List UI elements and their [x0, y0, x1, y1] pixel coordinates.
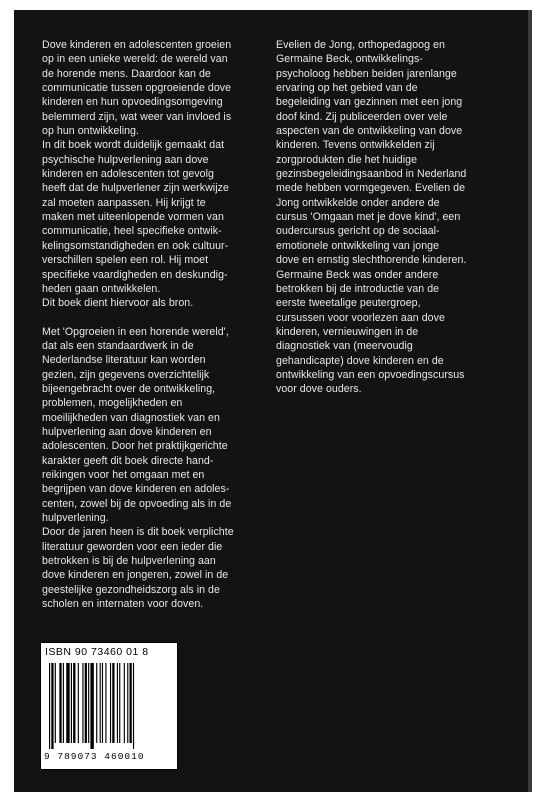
back-cover	[14, 10, 532, 792]
right-column	[276, 38, 512, 397]
barcode-digits: 9 789073 460010	[44, 751, 145, 762]
description-paragraph-2: Met 'Opgroeien in een horende wereld', dat als een standaardwerk in de Nederlandse literatuur kan worden gezien, zijn gegevens overzichtelijk bijeengebracht over de ontwikkeling, problemen, mogelijkheden en moeilijkheden van diagnostiek van en hulpverlening aan dove kinderen en adolescenten. Door het praktijkgerichte karakter geeft dit boek directe hand- reikingen voor het omgaan met en begrijpen van dove kinderen en adoles- centen, zowel bij de opvoeding als in de hulpverlening. Door de jaren heen is dit boek verplichte literatuur geworden voor een ieder die betrokken is bij de hulpverlening aan dove kinderen en jongeren, zowel in de geestelijke gezondheidszorg als in de scholen en internaten voor doven.	[42, 325, 234, 611]
description-paragraph-1: Dove kinderen en adolescenten groeien op in een unieke wereld: de wereld van de horende mens. Daardoor kan de communicatie tussen opgroeiende dove kinderen en hun opvoedingsomgeving belemmerd zijn, wat weer van invloed is op hun ontwikkeling. In dit boek wordt duidelijk gemaakt dat psychische hulpverlening aan dove kinderen en adolescenten tot gevolg heeft dat de hulpverlener zijn werkwijze zal moeten aanpassen. Hij krijgt te maken met uiteenlopende vormen van communicatie, heel specifieke ontwik- kelingsomstandigheden en ook cultuur- verschillen spelen een rol. Hij moet specifieke vaardigheden en deskundig- heden gaan ontwikkelen. Dit boek dient hiervoor als bron.	[42, 39, 232, 310]
barcode-icon	[47, 663, 171, 749]
authors-paragraph: Evelien de Jong, orthopedagoog en Germaine Beck, ontwikkelings- psycholoog hebben beiden jarenlange ervaring op het gebied van de begeleiding van gezinnen met een jong doof kind. Zij publiceerden over vele aspecten van de ontwikkeling van dove kinderen. Tevens ontwikkelden zij zorgprodukten die het huidige gezinsbegeleidingsaanbod in Nederland mede hebben vormgegeven. Evelien de Jong ontwikkelde onder andere de cursus 'Omgaan met je dove kind', een oudercursus gericht op de sociaal- emotionele ontwikkeling van jonge dove en ernstig slechthorende kinderen. Germaine Beck was onder andere betrokken bij de introductie van de eerste tweetalige peutergroep, cursussen voor voorlezen aan dove kinderen, vernieuwingen in de diagnostiek van (meervoudig gehandicapte) dove kinderen en de ontwikkeling van een opvoedingscursus voor dove ouders.	[276, 39, 467, 396]
isbn-text: ISBN 90 73460 01 8	[45, 646, 149, 658]
barcode-label	[40, 642, 178, 770]
left-column	[42, 38, 268, 611]
